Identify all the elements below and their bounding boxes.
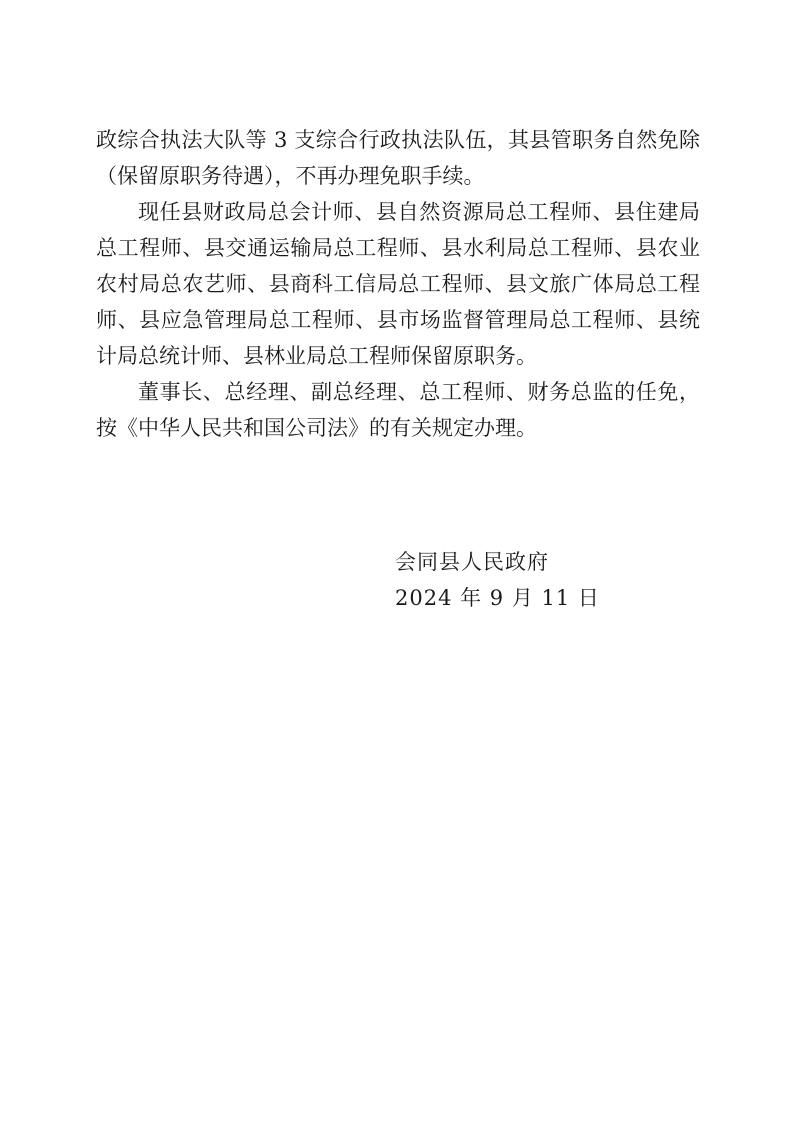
paragraph-line: 政综合执法大队等 3 支综合行政执法队伍，其县管职务自然免除 <box>96 128 700 152</box>
issuer-name: 会同县人民政府 <box>395 550 549 574</box>
paragraph-line: 计局总统计师、县林业局总工程师保留原职务。 <box>96 344 537 368</box>
paragraph-line: 师、县应急管理局总工程师、县市场监督管理局总工程师、县统 <box>96 308 700 332</box>
issue-date: 2024 年 9 月 11 日 <box>395 586 600 610</box>
paragraph-line: 按《中华人民共和国公司法》的有关规定办理。 <box>96 416 537 440</box>
paragraph-2 <box>96 194 700 374</box>
paragraph-line: 农村局总农艺师、县商科工信局总工程师、县文旅广体局总工程 <box>96 272 700 296</box>
document-body <box>96 122 700 446</box>
paragraph-line: 总工程师、县交通运输局总工程师、县水利局总工程师、县农业 <box>96 236 700 260</box>
paragraph-line: （保留原职务待遇），不再办理免职手续。 <box>96 164 485 188</box>
signature-block <box>395 544 655 616</box>
paragraph-line: 董事长、总经理、副总经理、总工程师、财务总监的任免， <box>138 380 700 404</box>
paragraph-1 <box>96 122 700 194</box>
paragraph-line: 现任县财政局总会计师、县自然资源局总工程师、县住建局 <box>138 200 700 224</box>
paragraph-3 <box>96 374 700 446</box>
